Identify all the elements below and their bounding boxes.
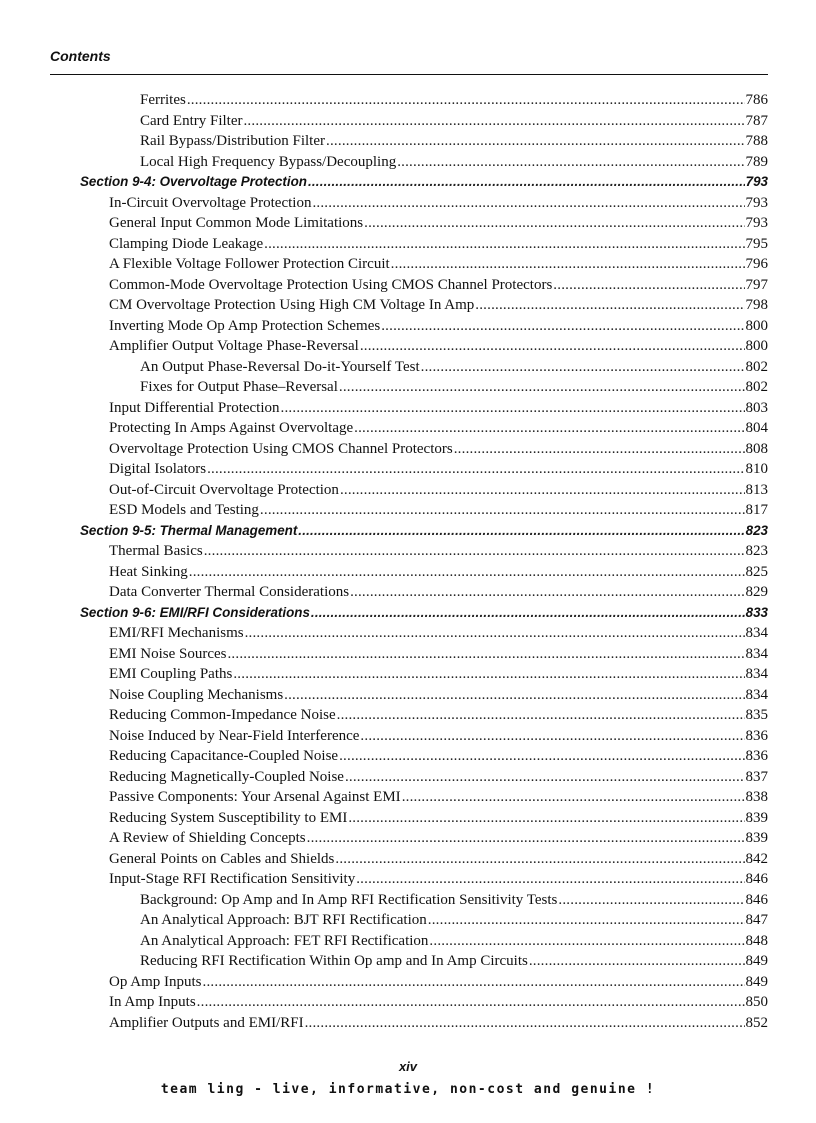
dot-leader [312,193,744,214]
toc-entry [109,787,768,808]
toc-entry [109,193,768,214]
dot-leader [529,951,745,972]
dot-leader [207,459,744,480]
dot-leader [339,746,744,767]
dot-leader [307,828,745,849]
toc-entry-title: Clamping Diode Leakage [109,235,264,252]
toc-entry-title: Op Amp Inputs [109,973,202,990]
toc-section-heading [80,603,768,624]
toc-entry-title: Reducing Common-Impedance Noise [109,707,336,723]
toc-entry-title: Thermal Basics [109,543,203,559]
toc-entry [109,541,768,562]
toc-entry [109,972,768,993]
toc-entry [140,357,768,378]
dot-leader [391,254,745,275]
toc-entry [109,500,768,521]
dot-leader [429,931,744,952]
dot-leader [298,521,744,542]
dot-leader [305,1013,745,1034]
toc-entry-title: Inverting Mode Op Amp Protection Schemes [109,317,381,334]
dot-leader [260,500,745,521]
toc-entry-page: 797 [745,276,768,293]
dot-leader [402,787,745,808]
dot-leader [284,685,744,706]
dot-leader [326,131,744,152]
toc-entry-title: Section 9-4: Overvoltage Protection [80,174,307,189]
toc-entry [109,623,768,644]
toc-entry [140,111,768,132]
toc-entry-page: 825 [745,563,768,580]
toc-entry-page: 847 [745,912,768,928]
toc-entry-page: 829 [745,584,768,600]
toc-entry [109,254,768,275]
dot-leader [233,664,744,685]
running-header-title: Contents [50,48,111,64]
toc-entry-title: EMI/RFI Mechanisms [109,625,244,641]
dot-leader [204,541,745,562]
toc-entry-title: Reducing RFI Rectification Within Op amp and In Amp Circuits [140,953,528,969]
toc-entry-page: 836 [745,727,768,744]
dot-leader [311,603,745,624]
header-rule [50,74,768,75]
toc-entry [109,398,768,419]
toc-entry-page: 839 [745,830,768,846]
toc-entry [109,418,768,439]
toc-entry-page: 848 [745,932,768,949]
toc-entry [109,439,768,460]
toc-entry-page: 789 [745,153,768,170]
toc-entry-title: EMI Noise Sources [109,645,227,662]
toc-entry-page: 804 [745,420,768,436]
toc-entry-page: 833 [745,604,768,620]
toc-entry-title: In Amp Inputs [109,994,196,1010]
toc-entry-title: Common-Mode Overvoltage Protection Using CMOS Channel Protectors [109,276,553,293]
dot-leader [340,480,745,501]
toc-entry-page: 802 [745,379,768,395]
toc-entry-page: 837 [745,768,768,785]
dot-leader [428,910,745,931]
toc-entry-page: 846 [745,891,768,908]
toc-entry-page: 793 [745,174,768,189]
toc-entry-title: General Points on Cables and Shields [109,850,335,867]
toc-entry-page: 803 [745,399,768,416]
toc-entry [109,992,768,1013]
toc-entry-page: 849 [745,973,768,990]
toc-entry [109,336,768,357]
toc-entry-title: Reducing Capacitance-Coupled Noise [109,748,339,764]
dot-leader [475,295,744,316]
toc-entry-page: 798 [745,297,768,313]
toc-entry-page: 835 [745,707,768,723]
toc-entry [140,131,768,152]
toc-entry [140,377,768,398]
toc-entry [109,849,768,870]
toc-entry [109,869,768,890]
toc-entry [140,931,768,952]
toc-entry-title: Heat Sinking [109,563,188,580]
toc-entry-title: Rail Bypass/Distribution Filter [140,133,326,149]
toc-entry-page: 796 [745,256,768,272]
toc-entry-page: 834 [745,666,768,682]
toc-entry-title: Passive Components: Your Arsenal Against EMI [109,789,401,805]
dot-leader [345,767,745,788]
dot-leader [350,582,744,603]
toc-section-heading [80,172,768,193]
toc-entry-title: Noise Coupling Mechanisms [109,686,284,703]
toc-entry-page: 787 [745,112,768,129]
toc-entry-title: Reducing Magnetically-Coupled Noise [109,768,344,785]
toc-entry [109,767,768,788]
dot-leader [558,890,744,911]
toc-entry-page: 839 [745,809,768,826]
toc-entry-page: 793 [745,215,768,231]
toc-entry [109,664,768,685]
toc-entry-title: Background: Op Amp and In Amp RFI Rectification Sensitivity Tests [140,891,558,908]
dot-leader [227,644,744,665]
dot-leader [187,90,745,111]
dot-leader [337,705,745,726]
toc-entry-page: 850 [745,994,768,1010]
dot-leader [364,213,744,234]
toc-entry-page: 836 [745,748,768,764]
toc-entry-page: 834 [745,645,768,662]
toc-entry-title: An Output Phase-Reversal Do-it-Yourself Test [140,358,420,375]
toc-entry-page: 800 [745,317,768,334]
toc-entry-page: 852 [745,1014,768,1031]
toc-entry-page: 823 [745,522,768,538]
toc-entry-title: A Flexible Voltage Follower Protection Circuit [109,256,390,272]
dot-leader [189,562,745,583]
toc-entry-title: Fixes for Output Phase–Reversal [140,379,338,395]
dot-leader [308,172,745,193]
toc-entry [109,644,768,665]
toc-entry-title: Section 9-6: EMI/RFI Considerations [80,604,310,620]
toc-entry [109,828,768,849]
toc-entry-title: Local High Frequency Bypass/Decoupling [140,153,397,170]
toc-entry-title: An Analytical Approach: FET RFI Rectification [140,932,429,949]
toc-entry-page: 786 [745,92,768,108]
toc-entry-title: Protecting In Amps Against Overvoltage [109,420,354,436]
toc-entry-page: 834 [745,686,768,703]
dot-leader [360,336,745,357]
dot-leader [245,623,745,644]
toc-entry [140,951,768,972]
toc-entry-title: EMI Coupling Paths [109,666,233,682]
toc-entry [109,1013,768,1034]
page-number: xiv [398,1059,418,1074]
toc-entry [109,808,768,829]
toc-entry-page: 823 [745,543,768,559]
toc-entry-page: 788 [745,133,768,149]
toc-entry-title: Card Entry Filter [140,112,243,129]
toc-section-heading [80,521,768,542]
toc-entry-title: Reducing System Susceptibility to EMI [109,809,348,826]
toc-entry-page: 793 [745,194,768,211]
toc-entry-page: 800 [745,338,768,354]
toc-entry-title: CM Overvoltage Protection Using High CM Voltage In Amp [109,297,475,313]
toc-entry-title: Amplifier Output Voltage Phase-Reversal [109,338,359,354]
toc-entry [109,213,768,234]
dot-leader [360,726,744,747]
dot-leader [553,275,744,296]
toc-entry [109,234,768,255]
dot-leader [335,849,744,870]
toc-entry [109,295,768,316]
toc-entry-title: A Review of Shielding Concepts [109,830,306,846]
toc-entry [109,746,768,767]
toc-entry-page: 842 [745,850,768,867]
toc-entry-page: 808 [745,440,768,457]
toc-entry [109,705,768,726]
toc-entry [140,910,768,931]
toc-entry-title: An Analytical Approach: BJT RFI Rectification [140,912,427,928]
toc-entry-title: Input-Stage RFI Rectification Sensitivity [109,871,356,887]
toc-entry [109,275,768,296]
toc-entry [109,685,768,706]
toc-entry [109,480,768,501]
toc-entry-title: Data Converter Thermal Considerations [109,584,350,600]
toc-entry-title: General Input Common Mode Limitations [109,215,364,231]
dot-leader [339,377,745,398]
dot-leader [348,808,744,829]
toc-entry-page: 810 [745,461,768,477]
dot-leader [397,152,744,173]
toc-entry-title: Amplifier Outputs and EMI/RFI [109,1014,304,1031]
toc-entry-page: 813 [745,481,768,498]
toc-entry-page: 817 [745,502,768,518]
dot-leader [281,398,745,419]
toc-entry [140,152,768,173]
toc-entry [140,890,768,911]
toc-entry-page: 834 [745,625,768,641]
dot-leader [381,316,744,337]
toc-entry-page: 802 [745,358,768,375]
toc-entry-title: In-Circuit Overvoltage Protection [109,194,312,211]
toc-entry-page: 846 [745,871,768,887]
dot-leader [454,439,745,460]
toc-entry [109,582,768,603]
toc-entry-title: Out-of-Circuit Overvoltage Protection [109,481,339,498]
dot-leader [421,357,745,378]
dot-leader [264,234,744,255]
toc-entry-page: 838 [745,789,768,805]
toc-entry [109,726,768,747]
dot-leader [356,869,744,890]
toc-entry-title: Ferrites [140,92,186,108]
toc-entry-page: 795 [745,235,768,252]
toc-entry [109,316,768,337]
toc-entry-title: ESD Models and Testing [109,502,259,518]
toc-entry [109,459,768,480]
dot-leader [243,111,744,132]
toc-entry-title: Overvoltage Protection Using CMOS Channel Protectors [109,440,453,457]
toc-entry [140,90,768,111]
toc-entry-page: 849 [745,953,768,969]
dot-leader [197,992,745,1013]
footer-note: team ling - live, informative, non-cost and genuine ! [160,1082,656,1097]
toc-entry-title: Section 9-5: Thermal Management [80,522,298,538]
dot-leader [203,972,745,993]
dot-leader [354,418,744,439]
toc-entry [109,562,768,583]
toc-entry-title: Input Differential Protection [109,399,280,416]
toc-entry-title: Noise Induced by Near-Field Interference [109,727,360,744]
toc-entry-title: Digital Isolators [109,461,207,477]
